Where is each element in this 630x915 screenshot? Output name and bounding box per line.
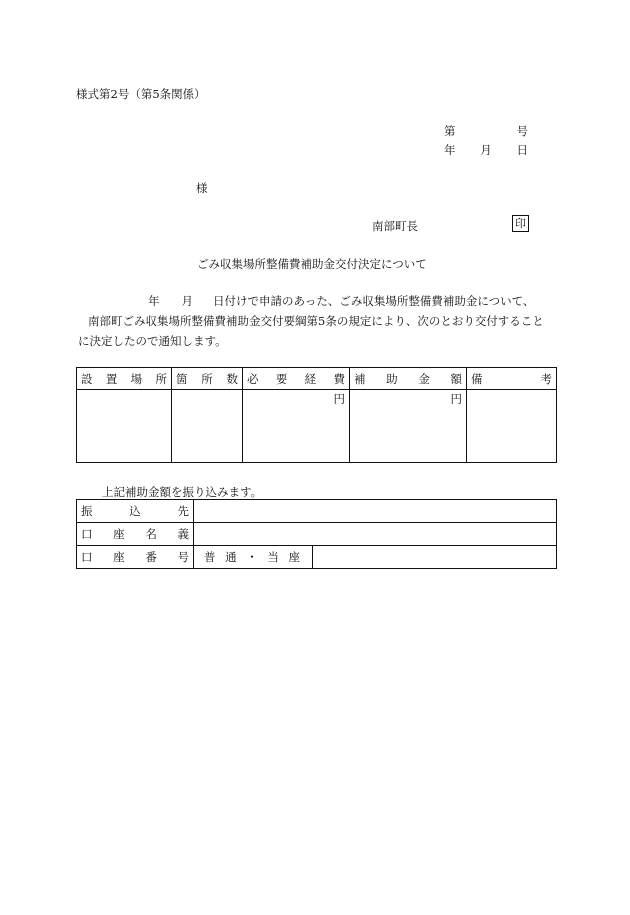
body-line-2: 南部町ごみ収集場所整備費補助金交付要綱第5条の規定により、次のとおり交付すること <box>88 314 544 328</box>
body-line-3: に決定したので通知します。 <box>78 334 227 348</box>
body-month: 月 <box>181 294 193 308</box>
cell-subsidy-amount <box>350 390 467 463</box>
cell-location <box>77 390 172 463</box>
label-account-number: 口 座 番 号 <box>77 546 194 569</box>
table-row <box>77 390 557 463</box>
month-label: 月 <box>480 143 492 157</box>
value-account-number <box>313 546 557 569</box>
cell-count <box>172 390 243 463</box>
table-row <box>77 500 557 523</box>
dai-label: 第 <box>444 124 456 138</box>
value-account-holder <box>194 523 557 546</box>
header-required-cost: 必 要 経 費 <box>243 368 350 390</box>
body-line-1-rest: 日付けで申請のあった、ごみ収集場所整備費補助金について、 <box>213 294 535 308</box>
transfer-note: 上記補助金額を振り込みます。 <box>102 485 263 499</box>
go-label: 号 <box>516 124 528 138</box>
label-account-holder: 口 座 名 義 <box>77 523 194 546</box>
value-transfer-destination <box>194 500 557 523</box>
day-label: 日 <box>516 143 528 157</box>
header-location: 設 置 場 所 <box>77 368 172 390</box>
account-type: 普 通 ・ 当 座 <box>194 546 313 569</box>
yen-unit: 円 <box>450 392 462 406</box>
header-subsidy-amount: 補 助 金 額 <box>350 368 467 390</box>
subsidy-table <box>76 367 557 463</box>
sender-title: 南部町長 <box>372 219 418 233</box>
cell-remarks <box>467 390 557 463</box>
seal-stamp: 印 <box>512 215 529 232</box>
table-row <box>77 523 557 546</box>
header-count: 箇 所 数 <box>172 368 243 390</box>
form-number: 様式第2号（第5条関係） <box>76 87 206 101</box>
bank-table <box>76 499 557 569</box>
body-line-1 <box>88 291 544 311</box>
body-year: 年 <box>148 294 160 308</box>
body-text <box>78 291 544 351</box>
table-row <box>77 546 557 569</box>
label-transfer-destination: 振 込 先 <box>77 500 194 523</box>
document-number-line <box>444 123 528 139</box>
yen-unit: 円 <box>333 392 345 406</box>
year-label: 年 <box>444 143 456 157</box>
cell-required-cost <box>243 390 350 463</box>
date-line <box>444 142 528 158</box>
header-remarks: 備 考 <box>467 368 557 390</box>
addressee-suffix: 様 <box>196 181 208 195</box>
document-subject: ごみ収集場所整備費補助金交付決定について <box>197 257 427 271</box>
subsidy-table-header <box>77 368 557 390</box>
